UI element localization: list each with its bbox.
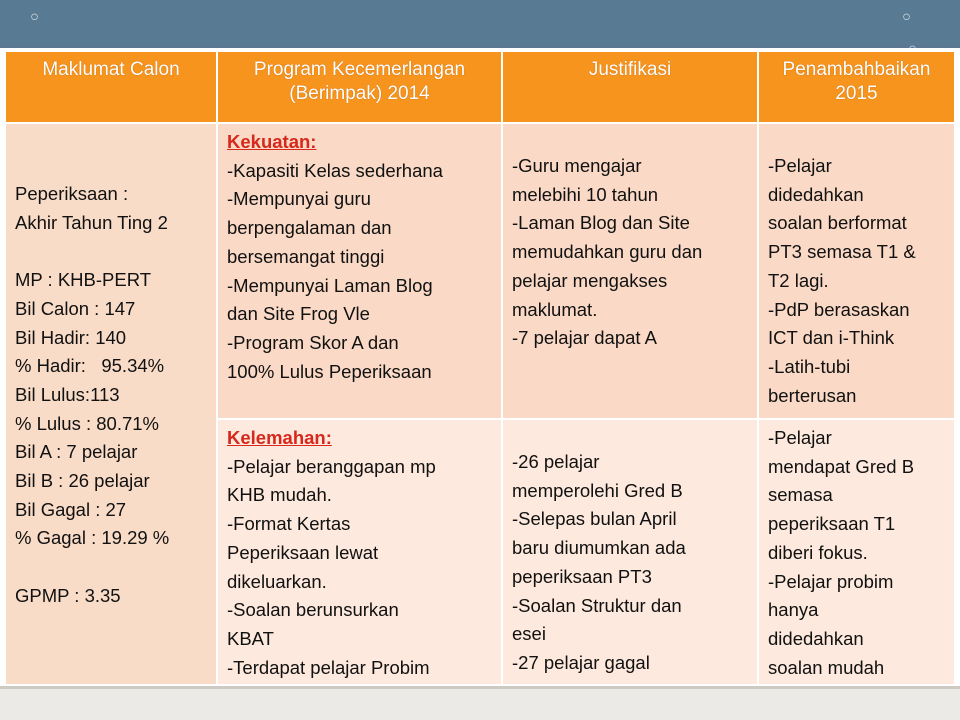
kelemahan-penambahbaikan-cell: [758, 419, 955, 685]
calon-line: % Lulus : 80.71%: [15, 412, 159, 434]
kekuatan-penambahbaikan-line: -Latih-tubi: [768, 355, 851, 377]
header-program-kecemerlangan: Program Kecemerlangan (Berimpak) 2014: [217, 51, 502, 123]
kelemahan-penambahbaikan-line: mendapat Gred B: [768, 455, 915, 477]
header-maklumat-calon: Maklumat Calon: [5, 51, 217, 123]
kelemahan-justifikasi-line: peperiksaan PT3: [512, 565, 652, 587]
kekuatan-justifikasi-line: pelajar mengakses: [512, 269, 668, 291]
kelemahan-program-line: -Terdapat pelajar Probim: [227, 656, 430, 678]
kekuatan-penambahbaikan-line: PT3 semasa T1 &: [768, 241, 916, 263]
calon-line: Bil A : 7 pelajar: [15, 441, 138, 463]
kekuatan-justifikasi-cell: [502, 123, 758, 419]
kelemahan-justifikasi-line: -26 pelajar: [512, 451, 600, 472]
kekuatan-justifikasi-line: memudahkan guru dan: [512, 241, 703, 263]
kekuatan-justifikasi-line: -Guru mengajar: [512, 155, 642, 176]
calon-line: Peperiksaan :: [15, 183, 129, 204]
kekuatan-program-line: dan Site Frog Vle: [227, 303, 370, 325]
kekuatan-penambahbaikan-line: -Pelajar: [768, 155, 832, 176]
calon-line: Bil Hadir: 140: [15, 326, 127, 348]
slide-bottom-band: [0, 686, 960, 720]
kekuatan-penambahbaikan-line: berterusan: [768, 384, 857, 406]
calon-line: % Hadir: 95.34%: [15, 355, 165, 377]
slide-bottom-divider: [0, 686, 960, 689]
kelemahan-label: Kelemahan:: [227, 427, 332, 448]
kelemahan-justifikasi-line: -Soalan Struktur dan: [512, 594, 682, 616]
kelemahan-program-line: -Format Kertas: [227, 513, 351, 535]
header-penambahbaikan: Penambahbaikan 2015: [758, 51, 955, 123]
kelemahan-penambahbaikan-line: soalan mudah: [768, 656, 885, 678]
slide-top-band: [0, 0, 960, 44]
kekuatan-justifikasi-line: maklumat.: [512, 298, 598, 320]
kekuatan-justifikasi-line: -7 pelajar dapat A: [512, 327, 658, 349]
calon-line: MP : KHB-PERT: [15, 269, 152, 291]
kelemahan-justifikasi-line: -Selepas bulan April: [512, 508, 677, 530]
kekuatan-penambahbaikan-line: didedahkan: [768, 183, 864, 205]
kekuatan-penambahbaikan-line: -PdP berasaskan: [768, 298, 910, 320]
kelemahan-program-line: KBAT: [227, 627, 274, 649]
kelemahan-program-line: -Pelajar beranggapan mp: [227, 455, 436, 477]
kelemahan-penambahbaikan-line: semasa: [768, 484, 833, 506]
kekuatan-program-line: -Mempunyai guru: [227, 188, 371, 210]
kelemahan-justifikasi-line: memperolehi Gred B: [512, 479, 683, 501]
kelemahan-program-line: Peperiksaan lewat: [227, 541, 379, 563]
kelemahan-program-line: KHB mudah.: [227, 484, 332, 506]
kekuatan-program-cell: [217, 123, 502, 419]
kekuatan-label: Kekuatan:: [227, 131, 317, 152]
kekuatan-program-line: -Program Skor A dan: [227, 331, 399, 353]
calon-line: Bil B : 26 pelajar: [15, 470, 150, 492]
decorative-ring-icon: ◦: [28, 6, 41, 31]
kelemahan-justifikasi-line: -27 pelajar gagal: [512, 651, 650, 673]
calon-line: % Gagal : 19.29 %: [15, 527, 170, 549]
kekuatan-penambahbaikan-cell: [758, 123, 955, 419]
table-row-kekuatan: [5, 123, 955, 419]
kelemahan-program-cell: [217, 419, 502, 685]
calon-spacer: [15, 553, 208, 582]
kelemahan-penambahbaikan-line: hanya: [768, 599, 819, 621]
kelemahan-penambahbaikan-line: -Pelajar probim: [768, 570, 894, 592]
calon-line: Bil Calon : 147: [15, 297, 136, 319]
kelemahan-penambahbaikan-line: didedahkan: [768, 627, 864, 649]
table-header-row: [5, 51, 955, 123]
kekuatan-penambahbaikan-line: soalan berformat: [768, 212, 907, 234]
kekuatan-program-line: berpengalaman dan: [227, 217, 392, 239]
calon-line: GPMP : 3.35: [15, 584, 121, 606]
kekuatan-program-line: -Kapasiti Kelas sederhana: [227, 159, 443, 181]
kelemahan-justifikasi-line: esei: [512, 623, 546, 645]
decorative-ring-icon: ◦: [900, 6, 913, 31]
kekuatan-program-line: 100% Lulus Peperiksaan: [227, 360, 432, 382]
kekuatan-penambahbaikan-line: ICT dan i-Think: [768, 327, 895, 349]
kekuatan-justifikasi-line: melebihi 10 tahun: [512, 183, 659, 205]
kelemahan-penambahbaikan-line: peperiksaan T1: [768, 513, 896, 535]
calon-line: Bil Lulus:113: [15, 383, 120, 405]
kekuatan-justifikasi-line: -Laman Blog dan Site: [512, 212, 690, 234]
kekuatan-program-line: -Mempunyai Laman Blog: [227, 274, 433, 296]
kekuatan-program-line: bersemangat tinggi: [227, 245, 385, 267]
program-table: [4, 50, 956, 686]
slide-content: [0, 48, 960, 688]
calon-line: Akhir Tahun Ting 2: [15, 211, 168, 233]
calon-spacer: [15, 237, 208, 266]
kelemahan-penambahbaikan-line: diberi fokus.: [768, 541, 868, 563]
calon-line: Bil Gagal : 27: [15, 498, 127, 520]
kekuatan-penambahbaikan-line: T2 lagi.: [768, 269, 829, 291]
kelemahan-justifikasi-cell: [502, 419, 758, 685]
maklumat-calon-cell: [5, 123, 217, 685]
kelemahan-program-line: dikeluarkan.: [227, 570, 327, 592]
kelemahan-penambahbaikan-line: -Pelajar: [768, 427, 832, 448]
kelemahan-justifikasi-line: baru diumumkan ada: [512, 537, 686, 559]
kelemahan-program-line: -Soalan berunsurkan: [227, 599, 399, 621]
header-justifikasi: Justifikasi: [502, 51, 758, 123]
